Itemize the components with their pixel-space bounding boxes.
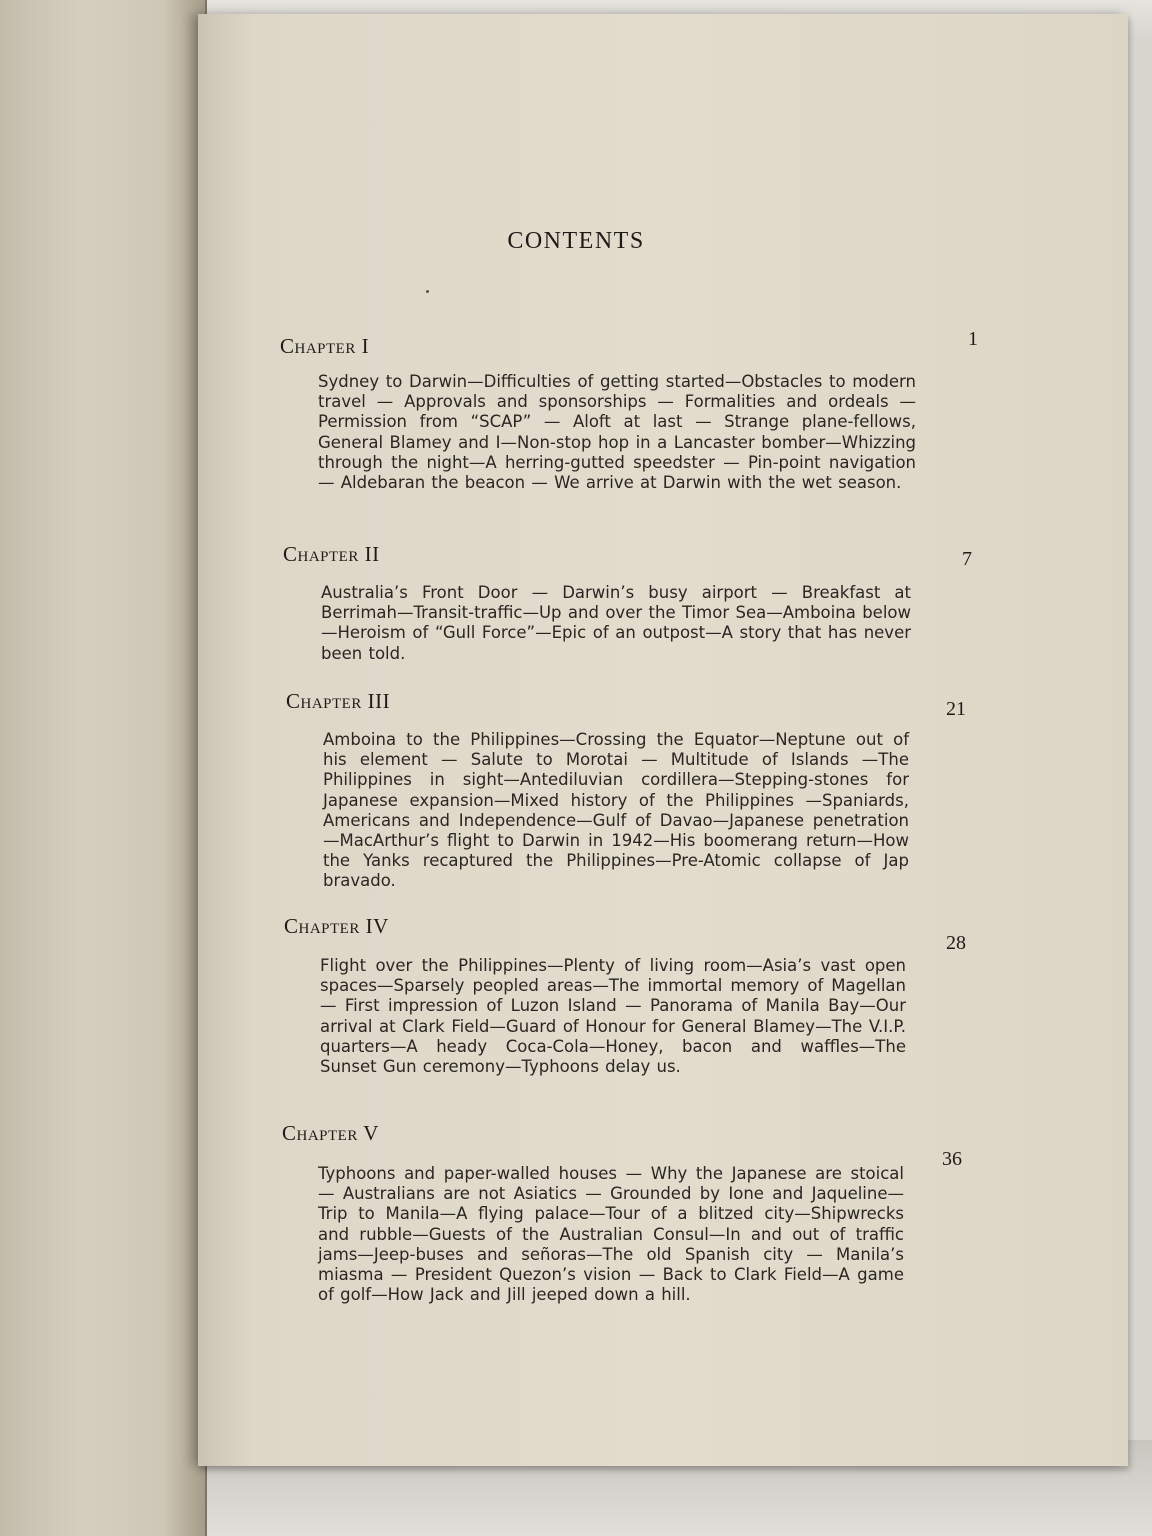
chapter-4-heading: Chapter IV <box>284 914 389 938</box>
chapter-3-heading: Chapter III <box>286 689 391 713</box>
page-title: CONTENTS <box>507 228 645 254</box>
chapter-5-heading: Chapter V <box>282 1121 379 1145</box>
chapter-1-heading: Chapter I <box>280 334 370 358</box>
chapter-3-summary: Amboina to the Philippines—Crossing the Equator—Neptune out of his element — Salute to Morotai — Multitude of Islands —The Philippines in sight—Antediluvian cordillera—Stepping-stones for Japanese expansion—Mixed history of the Philippines —Spaniards, Americans and Independence—Gulf of Davao—Japanese penetration—MacArthur’s flight to Darwin in 1942—His boomerang return—How the Yanks recaptured the Philippines—Pre-Atomic collapse of Jap bravado. <box>323 730 909 891</box>
chapter-2-heading: Chapter II <box>283 542 380 566</box>
chapter-1-summary: Sydney to Darwin—Difficulties of getting started—Obstacles to modern travel — Approvals and sponsorships — Formalities and ordeals — Permission from “SCAP” — Aloft at last — Strange plane-fellows, General Blamey and I—Non-stop hop in a Lancaster bomber—Whizzing through the night—A herring-gutted speedster — Pin-point navigation — Aldebaran the beacon — We arrive at Darwin with the wet season. <box>318 372 916 493</box>
chapter-5-summary: Typhoons and paper-walled houses — Why the Japanese are stoical — Australians are not Asiatics — Grounded by Ione and Jaqueline—Trip to Manila—A flying palace—Tour of a blitzed city—Shipwrecks and rubble—Guests of the Australian Consul—In and out of traffic jams—Jeep-buses and señoras—The old Spanish city — Manila’s miasma — President Quezon’s vision — Back to Clark Field—A game of golf—How Jack and Jill jeeped down a hill. <box>318 1164 904 1305</box>
chapter-2-summary: Australia’s Front Door — Darwin’s busy airport — Breakfast at Berrimah—Transit-traffic—Up and over the Timor Sea—Amboina below—Heroism of “Gull Force”—Epic of an outpost—A story that has never been told. <box>321 583 911 663</box>
chapter-5-page: 36 <box>942 1148 962 1170</box>
chapter-4-page: 28 <box>946 932 966 954</box>
chapter-2-page: 7 <box>962 548 972 570</box>
chapter-4-summary: Flight over the Philippines—Plenty of living room—Asia’s vast open spaces—Sparsely peopled areas—The immortal memory of Magellan — First impression of Luzon Island — Panorama of Manila Bay—Our arrival at Clark Field—Guard of Honour for General Blamey—The V.I.P. quarters—A heady Coca-Cola—Honey, bacon and waffles—The Sunset Gun ceremony—Typhoons delay us. <box>320 956 906 1077</box>
chapter-3-page: 21 <box>946 698 966 720</box>
chapter-1-page: 1 <box>968 328 978 350</box>
ink-speck <box>426 290 429 293</box>
